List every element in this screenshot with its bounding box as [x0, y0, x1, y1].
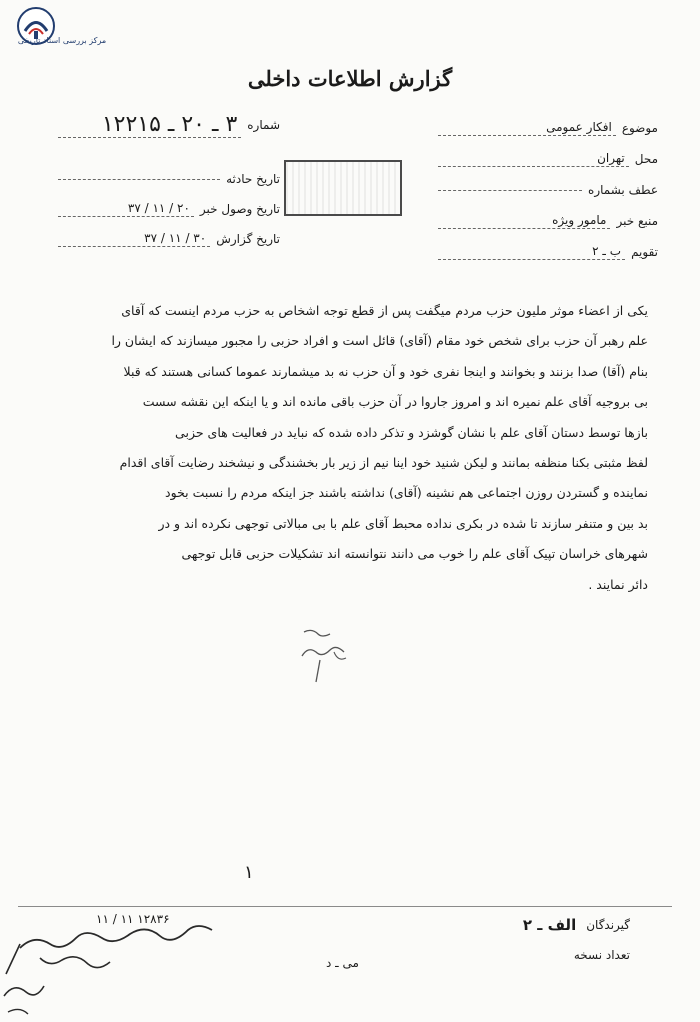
- meta-value: تهران: [438, 151, 629, 167]
- stamp-box: [284, 160, 402, 216]
- meta-row-subject: [438, 112, 658, 143]
- meta-label: منبع خبر: [616, 213, 658, 228]
- archive-note: ۱۲۸۳۶ ۱۱ / ۱۱: [96, 912, 170, 926]
- meta-row-received-date: [58, 194, 280, 224]
- meta-row-number: [58, 108, 280, 142]
- meta-row-incident-date: [58, 164, 280, 194]
- report-body: [50, 296, 648, 600]
- body-line: بی بروجیه آقای علم نمیره اند و امروز جاروا در آن حزب باقی مانده اند و یا اینکه این نقشه سست: [142, 394, 648, 410]
- body-line: بازها توسط دستان آقای علم با نشان گوشزد و تذکر داده شده که نباید در فعالیت های حزبی: [175, 424, 648, 440]
- meta-right-block: [438, 112, 658, 267]
- meta-row-source: [438, 205, 658, 236]
- meta-row-report-date: [58, 224, 280, 254]
- watermark-text: مرکز بررسی اسناد تاریخی: [17, 36, 107, 45]
- meta-label: تاریخ حادثه: [226, 172, 280, 186]
- distribution-block: [523, 910, 630, 970]
- document-number: ۳ ـ ۲۰ ـ ۱۲۲۱۵: [58, 112, 241, 138]
- meta-value: مامور ویژه: [438, 213, 610, 229]
- meta-value: ۳۰ / ۱۱ / ۳۷: [58, 231, 210, 247]
- meta-value: الف ـ ۲: [522, 915, 577, 934]
- meta-label: تاریخ گزارش: [216, 232, 280, 246]
- meta-label: گیرندگان: [586, 918, 630, 932]
- meta-row-rating: [438, 236, 658, 267]
- handwritten-note: [0, 904, 270, 1022]
- recipients-row: [523, 910, 630, 940]
- meta-label: شماره: [247, 118, 280, 132]
- meta-value: ۲۰ / ۱۱ / ۳۷: [58, 201, 194, 217]
- meta-row-reference: [438, 174, 658, 205]
- meta-value: [58, 178, 220, 180]
- meta-left-block: [58, 108, 280, 254]
- copies-row: [523, 940, 630, 970]
- body-line: شهرهای خراسان تپیک آقای علم را خوب می دانند نتوانسته اند تشکیلات حزبی قابل توجهی: [181, 546, 648, 562]
- meta-label: عطف بشماره: [588, 182, 658, 197]
- meta-value: ب ـ ۲: [438, 244, 625, 260]
- meta-label: تعداد نسخه: [573, 948, 630, 962]
- meta-value: افکار عمومی: [438, 120, 616, 136]
- meta-value: [523, 955, 568, 956]
- meta-row-place: [438, 143, 658, 174]
- meta-label: تاریخ وصول خبر: [199, 202, 280, 216]
- document-title: گزارش اطلاعات داخلی: [247, 66, 453, 91]
- body-line: علم رهبر آن حزب برای شخص خود مقام (آقای) قائل است و افراد حزبی را مجبور میسازند که ایشان را: [111, 333, 648, 349]
- body-line: بد بین و متنفر سازند تا شده در بکری نداده محبط آقای علم با بی مبالاتی توجهی نکرده اند و در: [158, 515, 648, 531]
- body-line: یکی از اعضاء موثر مليون حزب مردم میگفت پس از قطع توجه اشخاص به حزب مردم اینست که آقای: [121, 303, 648, 318]
- meta-label: موضوع: [621, 120, 658, 135]
- body-line: بنام (آقا) صدا بزنند و بخوانند و اینجا نفری خود و آن حزب نه بد میشمارند عموما کسانی هستند که قبلا: [123, 363, 648, 379]
- meta-label: محل: [634, 151, 658, 166]
- footer-code: می ـ د: [326, 956, 359, 970]
- meta-value: [438, 189, 582, 191]
- body-line: لفظ مثبتی بکنا منظفه بمانند و لیکن شنید خود اینا نیم از زیر بار بخشندگی و نیشخند رضایت آقای اقدام: [119, 455, 648, 471]
- body-line: دائر نمایند .: [588, 576, 648, 592]
- meta-label: تقویم: [631, 244, 658, 259]
- signature-mark: [290, 622, 370, 686]
- page-mark: ۱: [244, 862, 254, 883]
- body-line: نماینده و گستردن روزن اجتماعی هم نشینه (آقای) نداشته باشند جز اینکه مردم را نسبت بخود: [165, 485, 648, 501]
